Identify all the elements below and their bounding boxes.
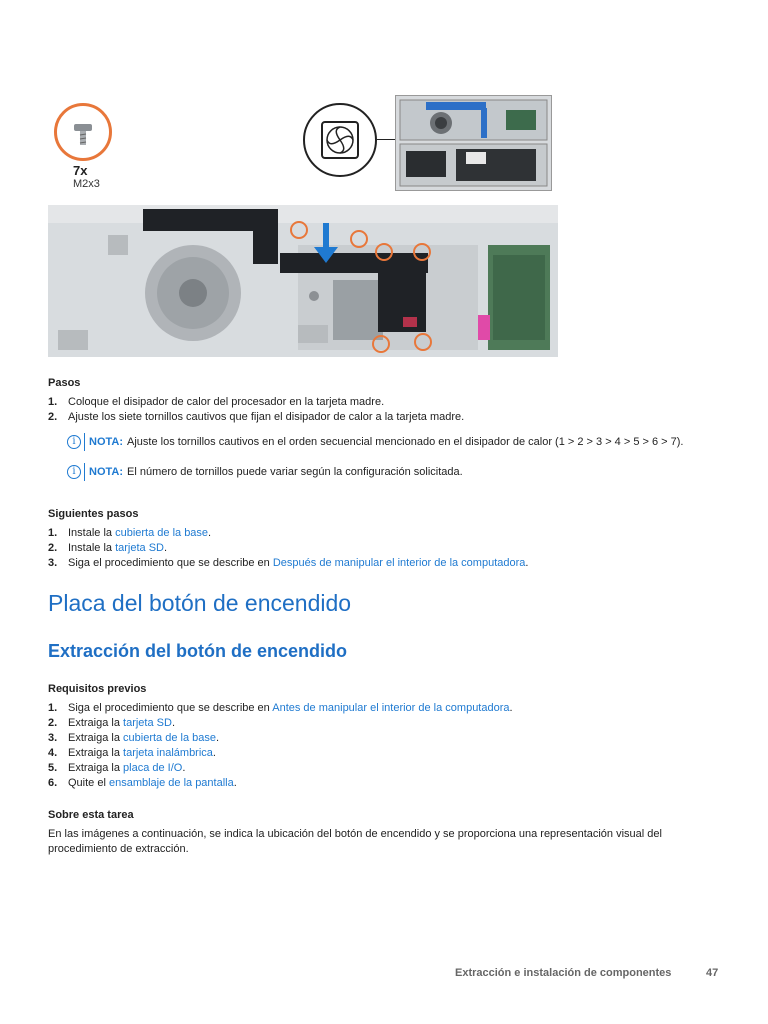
list-item: 2. Ajuste los siete tornillos cautivos que fijan el disipador de calor a la tarjeta madre.: [48, 411, 465, 423]
list-item: 2. Extraiga la tarjeta SD.: [48, 717, 176, 729]
info-icon: i: [67, 435, 81, 449]
next-steps-list: [48, 526, 728, 571]
list-item: 1. Siga el procedimiento que se describe en Antes de manipular el interior de la computadora.: [48, 702, 513, 714]
callout-line: [377, 139, 397, 140]
fan-icon: [303, 103, 377, 177]
list-item: 3. Extraiga la cubierta de la base.: [48, 732, 220, 744]
link[interactable]: tarjeta SD: [115, 542, 165, 554]
list-item: 1. Instale la cubierta de la base.: [48, 527, 212, 539]
link[interactable]: tarjeta SD: [123, 717, 172, 729]
note-label: NOTA:: [89, 465, 124, 478]
steps-heading: Pasos: [48, 377, 81, 389]
list-item: 4. Extraiga la tarjeta inalámbrica.: [48, 747, 216, 759]
link[interactable]: tarjeta inalámbrica: [123, 747, 213, 759]
link[interactable]: Antes de manipular el interior de la computadora: [272, 702, 510, 714]
screw-size: M2x3: [73, 178, 100, 190]
about-task-heading: Sobre esta tarea: [48, 809, 134, 821]
note-divider: [84, 463, 85, 481]
list-item: 6. Quite el ensamblaje de la pantalla.: [48, 777, 237, 789]
list-item: 5. Extraiga la placa de I/O.: [48, 762, 186, 774]
note-text: El número de tornillos puede variar según la configuración solicitada.: [127, 465, 463, 478]
section-title: Placa del botón de encendido: [48, 590, 352, 616]
note-box: [67, 463, 463, 481]
about-task-text: En las imágenes a continuación, se indica la ubicación del botón de encendido y se proporciona una representación visual del procedimiento de extracción.: [48, 828, 662, 855]
heatsink-installation-image: [48, 205, 558, 357]
screw-count: 7x: [73, 163, 88, 178]
note-divider: [84, 433, 85, 451]
note-box: [67, 433, 683, 451]
note-label: NOTA:: [89, 435, 124, 448]
prerequisites-list: [48, 701, 728, 791]
subsection-title: Extracción del botón de encendido: [48, 641, 348, 661]
screw-icon: [54, 103, 112, 161]
footer-chapter: Extracción e instalación de componentes: [455, 967, 672, 979]
link[interactable]: cubierta de la base: [123, 732, 216, 744]
list-item: 1. Coloque el disipador de calor del procesador en la tarjeta madre.: [48, 396, 385, 408]
list-item: 2. Instale la tarjeta SD.: [48, 542, 168, 554]
prerequisites-heading: Requisitos previos: [48, 683, 147, 695]
list-item: 3. Siga el procedimiento que se describe en Después de manipular el interior de la computadora.: [48, 557, 529, 569]
info-icon: i: [67, 465, 81, 479]
laptop-overview-image: [395, 95, 552, 191]
steps-list: [48, 395, 728, 425]
next-steps-heading: Siguientes pasos: [48, 508, 139, 520]
link[interactable]: ensamblaje de la pantalla: [108, 777, 234, 789]
link[interactable]: placa de I/O: [123, 762, 183, 774]
note-text: Ajuste los tornillos cautivos en el orden secuencial mencionado en el disipador de calor (1 > 2 > 3 > 4 > 5 > 6 > 7).: [127, 435, 684, 448]
page-number: 47: [706, 967, 719, 979]
link[interactable]: Después de manipular el interior de la computadora: [272, 557, 526, 569]
link[interactable]: cubierta de la base: [115, 527, 209, 539]
